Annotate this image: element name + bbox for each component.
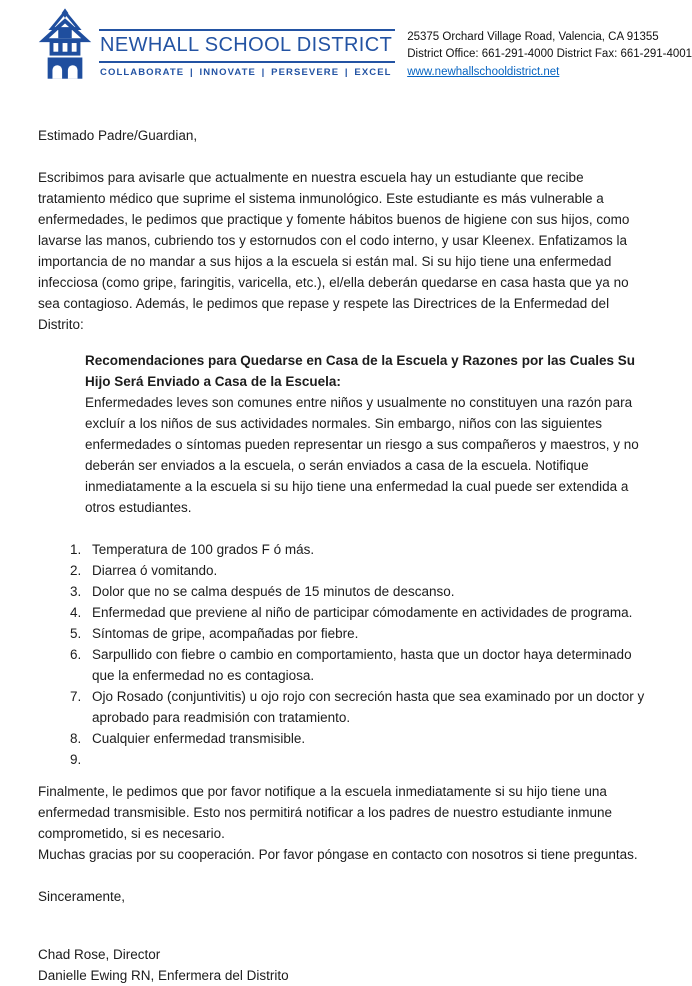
list-item: 3. Dolor que no se calma después de 15 minutos de descanso. [85,581,654,602]
district-name: NEWHALL SCHOOL DISTRICT [99,29,395,63]
symptoms-list [38,539,654,770]
recommendations-body: Enfermedades leves son comunes entre niños y usualmente no constituyen una razón para excluír a los niños de sus actividades normales. Sin embargo, niños con las siguientes enfermedades o síntomas pueden representar un riesgo a sus compañeros y maestros, y no deberán ser enviados a la escuela, o serán enviados a casa de la escuela. Notifique inmediatamente a la escuela si su hijo tiene una enfermedad la cual puede ser extendida a otros estudiantes. [85,394,639,515]
district-tagline: COLLABORATE | INNOVATE | PERSEVERE | EXCEL [100,66,392,78]
salutation: Estimado Padre/Guardian, [38,127,198,143]
letter-body [38,125,654,986]
list-item: 7. Ojo Rosado (conjuntivitis) u ojo rojo con secreción hasta que sea examinado por un doctor y aprobado para readmisión con tratamiento. [85,686,654,728]
contact-phones: District Office: 661-291-4000 District Fax: 661-291-4001 [407,48,692,61]
list-item: 4. Enfermedad que previene al niño de participar cómodamente en actividades de programa. [85,602,654,623]
recommendations-section [85,350,654,518]
list-item: 1. Temperatura de 100 grados F ó más. [85,539,654,560]
letterhead [38,8,692,81]
contact-block [407,8,692,81]
thanks-line: Muchas gracias por su cooperación. Por favor póngase en contacto con nosotros si tiene preguntas. [38,846,638,862]
signoff: Sinceramente, [38,888,126,904]
list-item [85,749,654,770]
schoolhouse-icon [38,8,92,80]
district-website-link[interactable]: www.newhallschooldistrict.net [407,65,560,78]
contact-address: 25375 Orchard Village Road, Valencia, CA 91355 [407,31,659,43]
list-item: 6. Sarpullido con fiebre o cambio en comportamiento, hasta que un doctor haya determinado que la enfermedad no es contagiosa. [85,644,654,686]
recommendations-heading: Recomendaciones para Quedarse en Casa de la Escuela y Razones por las Cuales Su Hijo Será Enviado a Casa de la Escuela: [85,352,635,389]
district-logo [38,8,395,80]
district-wordmark [99,29,395,78]
list-item: 8. Cualquier enfermedad transmisible. [85,728,654,749]
list-item: 2. Diarrea ó vomitando. [85,560,654,581]
list-item: 5. Síntomas de gripe, acompañadas por fiebre. [85,623,654,644]
signature-name: Danielle Ewing RN, Enfermera del Distrito [38,967,289,983]
intro-paragraph: Escribimos para avisarle que actualmente en nuestra escuela hay un estudiante que recibe tratamiento médico que suprime el sistema inmunológico. Este estudiante es más vulnerable a enfermedades, le pedimos que practique y fomente hábitos buenos de higiene con sus hijos, como lavarse las manos, cubriendo tos y estornudos con el codo interno, y usar Kleenex. Enfatizamos la importancia de no mandar a sus hijos a la escuela si están mal. Si su hijo tiene una enfermedad infecciosa (como gripe, faringitis, varicella, etc.), el/ella deberán quedarse en casa hasta que ya no sea contagioso. Además, le pedimos que repase y respete las Directrices de la Enfermedad del Distrito: [38,169,630,332]
closing-paragraph: Finalmente, le pedimos que por favor notifique a la escuela inmediatamente si su hijo tiene una enfermedad transmisible. Esto nos permitirá notificar a los padres de nuestro estudiante inmune comprometido, si es necesario. [38,783,613,841]
signature-block [38,944,654,986]
signature-name: Chad Rose, Director [38,946,161,962]
